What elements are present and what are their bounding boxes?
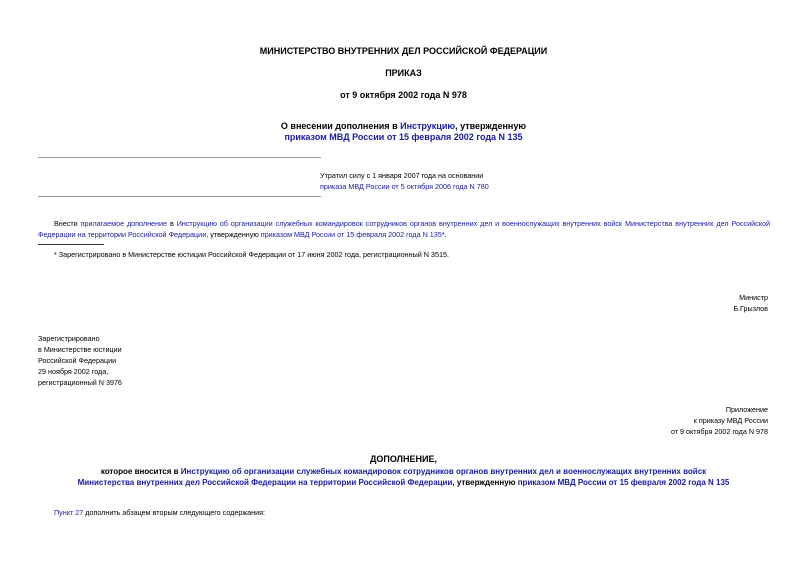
divider-top [38,157,321,158]
point-text: дополнить абзацем вторым следующего содержания: [83,508,266,517]
addition-subtitle [20,466,787,488]
point-paragraph [54,508,265,517]
addition-order-link[interactable]: приказом МВД России от 15 февраля 2002 года N 135 [517,478,730,487]
p1-end: *. [441,230,447,239]
registration-line: в Министерстве юстиции [38,345,122,354]
addition-heading: ДОПОЛНЕНИЕ, [370,454,437,464]
addition-instruction-link[interactable]: Инструкцию об организации служебных командировок сотрудников органов внутренних дел и военнослужащих внутренних войск [180,467,707,476]
registration-line: регистрационный N 3976 [38,378,122,387]
status-text: Утратил силу с 1 января 2007 года на основании [320,171,484,180]
appendix-line: Приложение [725,405,768,414]
registration-block [38,333,122,388]
registration-line: Российской Федерации [38,356,117,365]
registration-line: 29 ноября 2002 года, [38,367,109,376]
addition-link[interactable]: прилагаемое дополнение [80,219,168,228]
order-135-link[interactable]: приказом МВД России от 15 февраля 2002 года N 135 [260,230,442,239]
order-heading: ПРИКАЗ [385,68,422,78]
order-date: от 9 октября 2002 года N 978 [340,90,467,100]
title-suffix: , утвержденную [455,121,527,131]
divider-bottom [38,196,321,197]
signature-role: Министр [739,293,768,302]
registration-line: Зарегистрировано [38,334,100,343]
footnote: * Зарегистрировано в Министерстве юстиции Российской Федерации от 17 июня 2002 года, регистрационный N 3515. [54,250,449,259]
signature-name: Б.Грызлов [733,304,768,313]
addition-mid: , утвержденную [452,478,518,487]
addition-prefix: которое вносится в [100,467,181,476]
title-instruction-link[interactable]: Инструкцию [400,121,456,131]
status-note [320,170,489,192]
document-title [0,121,807,143]
p1-mid2: , утвержденную [206,230,261,239]
appendix-line: к приказу МВД России [693,416,768,425]
p1-start: Внести [54,219,81,228]
ministry-heading: МИНИСТЕРСТВО ВНУТРЕННИХ ДЕЛ РОССИЙСКОЙ ФЕДЕРАЦИИ [259,46,548,56]
title-order-link[interactable]: приказом МВД России от 15 февраля 2002 года N 135 [284,132,523,142]
p1-mid: в [167,219,177,228]
status-repeal-link[interactable]: приказа МВД России от 5 октября 2006 года N 780 [320,182,489,191]
appendix-line: от 9 октября 2002 года N 978 [670,427,768,436]
footnote-rule [38,244,104,245]
addition-ministry-link[interactable]: Министерства внутренних дел Российской Федерации на территории Российской Федерации [77,478,453,487]
main-paragraph [38,218,770,240]
signature-block [600,292,768,314]
point-27-link[interactable]: Пункт 27 [54,508,84,517]
title-prefix: О внесении дополнения в [280,121,401,131]
instruction-link[interactable]: Инструкцию об организации служебных командировок сотрудников органов внутренних дел и военнослужащих внутренних войск Министерства внутренних дел Российской Федерации на территории Российской Федерации [38,219,770,239]
appendix-block [560,404,768,437]
